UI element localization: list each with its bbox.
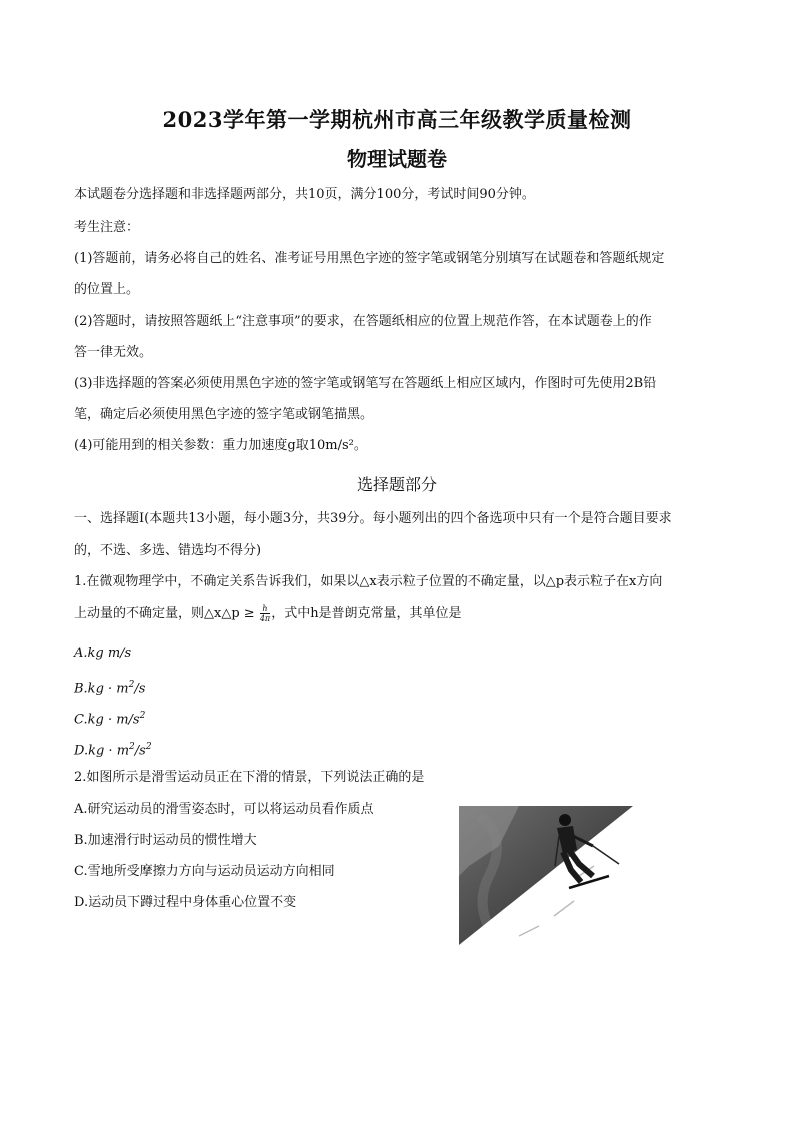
exam-title: 2023学年第一学期杭州市高三年级教学质量检测 (162, 107, 632, 132)
notice-1b: 的位置上。 (74, 282, 140, 297)
q1-stem-b-pre: 上动量的不确定量，则△x△p ≥ (74, 606, 255, 621)
notice-3b: 笔，确定后必须使用黑色字迹的签字笔或钢笔描黑。 (74, 407, 374, 422)
q1-option-b-sup: 2 (128, 680, 135, 690)
q2-option-d: D.运动员下蹲过程中身体重心位置不变 (74, 895, 297, 910)
q1-option-d-pre: D.kg · m (74, 743, 130, 759)
q1-option-d-sup1: 2 (129, 742, 135, 752)
q2-option-c: C.雪地所受摩擦力方向与运动员运动方向相同 (74, 864, 335, 879)
notice-1a: (1)答题前，请务必将自己的姓名、准考证号用黑色字迹的签字笔或钢笔分别填写在试题卷和答题纸规定 (74, 251, 665, 266)
q1-option-d-mid: /s (134, 743, 146, 759)
notice-3a: (3)非选择题的答案必须使用黑色字迹的签字笔或钢笔写在答题纸上相应区域内，作图时可先使用2B铅 (74, 376, 657, 391)
q1-stem-b (74, 604, 462, 623)
q1-option-b-pre: B.kg · m (74, 681, 129, 697)
q2-option-a: A.研究运动员的滑雪姿态时，可以将运动员看作质点 (74, 802, 374, 817)
planck-fraction (260, 604, 270, 623)
q1-option-d-sup2: 2 (145, 742, 152, 752)
q1-option-a: A.kg m/s (74, 646, 132, 661)
section-title: 选择题部分 (356, 475, 437, 494)
q1-option-b (74, 676, 145, 698)
q1-option-c-pre: C.kg · m/s (74, 712, 140, 728)
intro-line: 本试题卷分选择题和非选择题两部分，共10页，满分100分，考试时间90分钟。 (74, 187, 535, 202)
q1-option-c (74, 707, 145, 729)
q1-option-b-post: /s (134, 681, 146, 697)
fraction-numerator: h (260, 604, 270, 614)
notice-2a: (2)答题时，请按照答题纸上“注意事项”的要求，在答题纸相应的位置上规范作答，在本试题卷上的作 (74, 314, 652, 329)
section-desc-b: 的，不选、多选、错选均不得分) (74, 543, 262, 558)
section-desc-a: 一、选择题I(本题共13小题，每小题3分，共39分。每小题列出的四个备选项中只有一个是符合题目要求 (74, 511, 672, 526)
q1-stem-b-post: ，式中h是普朗克常量，其单位是 (271, 606, 462, 621)
notice-2b: 答一律无效。 (74, 345, 153, 360)
q1-option-c-sup: 2 (139, 711, 146, 721)
q1-stem-a: 1.在微观物理学中，不确定关系告诉我们，如果以△x表示粒子位置的不确定量，以△p表示粒子在x方向 (74, 574, 663, 589)
skier-photo (459, 806, 633, 945)
q1-option-d (74, 738, 152, 760)
q2-option-b: B.加速滑行时运动员的惯性增大 (74, 833, 257, 848)
fraction-denominator: 4π (259, 614, 271, 623)
notice-label: 考生注意： (74, 220, 140, 235)
notice-4: (4)可能用到的相关参数：重力加速度g取10m/s²。 (74, 438, 367, 453)
exam-subtitle: 物理试题卷 (347, 147, 447, 171)
q2-stem: 2.如图所示是滑雪运动员正在下滑的情景，下列说法正确的是 (74, 770, 425, 785)
